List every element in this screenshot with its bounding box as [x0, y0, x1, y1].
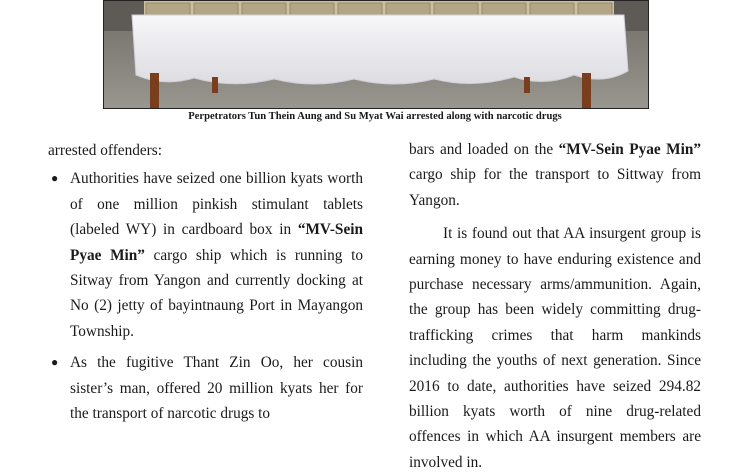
list-item [48, 166, 363, 344]
tablecloth [132, 15, 628, 84]
continued-text-post: cargo ship for the transport to Sittway from Yangon. [409, 166, 701, 209]
continued-text-pre: bars and loaded on the [409, 141, 559, 158]
photo-caption: Perpetrators Tun Thein Aung and Su Myat Wai arrested along with narcotic drugs [188, 111, 562, 122]
left-column [48, 138, 363, 426]
bullet-icon: ● [51, 355, 59, 370]
evidence-photo [103, 0, 649, 109]
body-paragraph: It is found out that AA insurgent group is earning money to have enduring existence and purchase necessary arms/ammunition. Again, the group has been widely committing drug-trafficking crimes that harm mankinds including the youths of next generation. Since 2016 to date, authorities have seized 294.82 billion kyats worth of nine drug-related offences in which AA insurgent members are involved in. [409, 225, 701, 471]
bullet-list [48, 166, 363, 426]
ship-name: “MV-Sein Pyae Min” [70, 221, 363, 264]
bullet-icon: ● [51, 171, 59, 186]
bullet-text-pre: As the fugitive Thant Zin Oo, her cousin sister’s man, offered 20 million kyats her for the transport of narcotic drugs to [70, 354, 363, 423]
bullet-text-pre: Authorities have seized one billion kyats worth of one million pinkish stimulant tablets (labeled WY) in cardboard box in [70, 170, 363, 239]
ship-name: “MV-Sein Pyae Min” [558, 141, 702, 158]
continued-paragraph [409, 137, 701, 213]
bullet-text-post: cargo ship which is running to Sitway from Yangon and currently docking at No (2) jetty of bayintnaung Port in Mayangon Township. [70, 246, 363, 340]
right-column [409, 137, 701, 475]
evidence-photo-graphic [104, 1, 649, 109]
list-item [48, 350, 363, 426]
intro-text: arrested offenders: [48, 142, 162, 159]
